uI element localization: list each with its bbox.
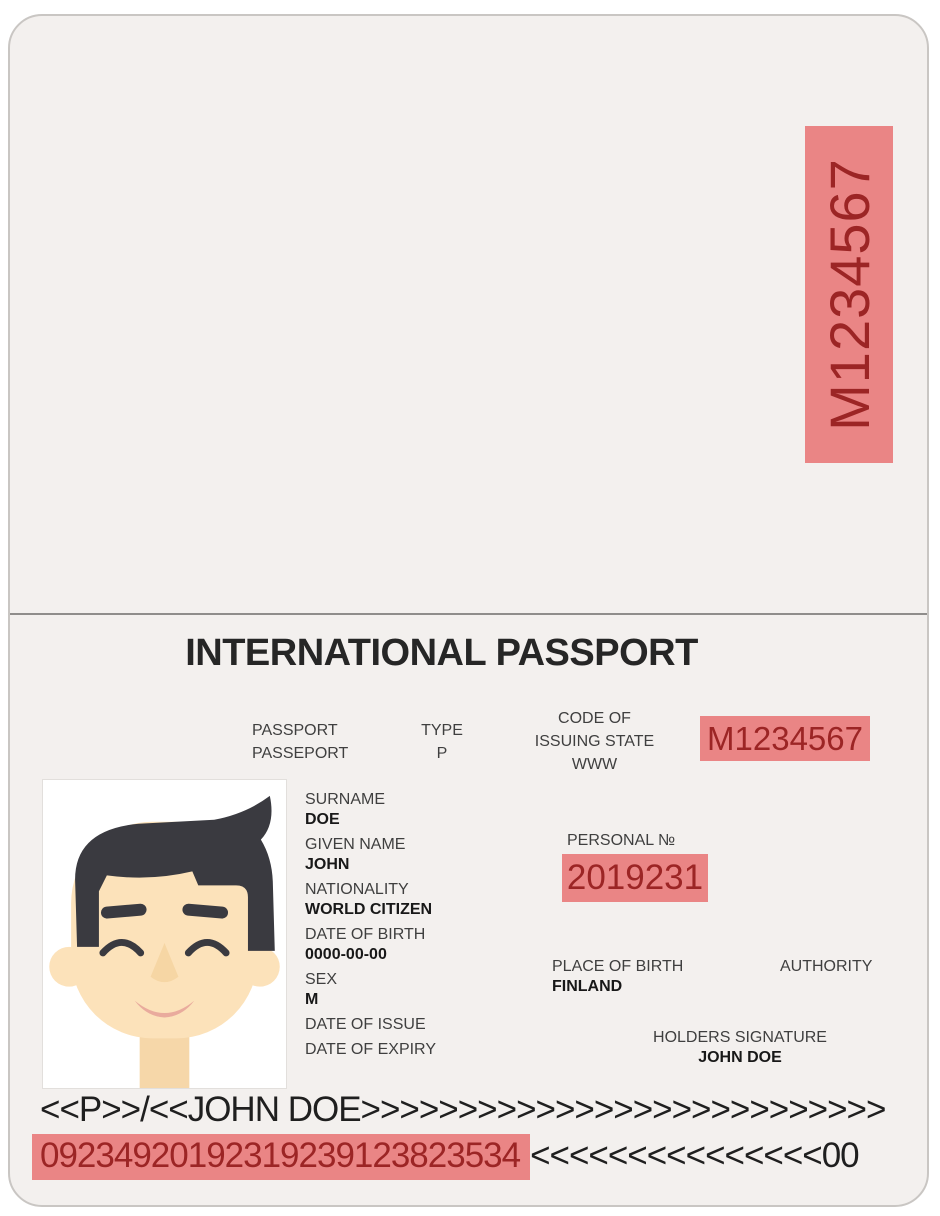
passport-card <box>8 14 929 1207</box>
passport-label-en: PASSPORT <box>252 722 338 739</box>
personal-no-label: PERSONAL № <box>567 832 676 849</box>
mrz-number-highlight: 09234920192319239123823534 <box>32 1134 530 1180</box>
issuing-state-block <box>502 707 687 776</box>
field-date-of-expiry <box>305 1040 535 1060</box>
field-label: DATE OF EXPIRY <box>305 1041 436 1058</box>
field-surname <box>305 790 535 830</box>
page-title: INTERNATIONAL PASSPORT <box>185 632 698 674</box>
serial-number-highlight <box>805 126 893 463</box>
code-label-line1: CODE OF <box>558 710 631 727</box>
field-label: NATIONALITY <box>305 881 409 898</box>
code-label-line2: ISSUING STATE <box>534 733 655 750</box>
field-value: WORLD CITIZEN <box>305 901 433 918</box>
passport-label-fr: PASSEPORT <box>252 745 349 762</box>
field-date-of-birth <box>305 925 535 965</box>
authority-label: AUTHORITY <box>780 958 873 975</box>
field-label: SURNAME <box>305 791 386 808</box>
field-value: JOHN <box>305 856 350 873</box>
signature-label: HOLDERS SIGNATURE <box>653 1029 827 1046</box>
personal-no-highlight <box>562 854 708 902</box>
place-of-birth-value: FINLAND <box>552 978 623 995</box>
field-given-name <box>305 835 535 875</box>
field-value: M <box>305 991 319 1008</box>
field-label: SEX <box>305 971 338 988</box>
field-value: 0000-00-00 <box>305 946 387 963</box>
mrz-line-1: <<P>>/<<JOHN DOE>>>>>>>>>>>>>>>>>>>>>>>>>>> <box>40 1090 886 1129</box>
code-value: WWW <box>571 756 618 773</box>
place-of-birth-block <box>552 957 683 997</box>
field-nationality <box>305 880 535 920</box>
field-sex <box>305 970 535 1010</box>
mrz-line-2-filler: <<<<<<<<<<<<<<<00 <box>530 1136 859 1175</box>
mrz-line-2 <box>32 1136 859 1176</box>
signature-value: JOHN DOE <box>698 1049 782 1066</box>
passport-label-block <box>252 719 348 765</box>
document-number-highlight <box>700 716 870 761</box>
authority-block <box>780 957 872 977</box>
field-value: DOE <box>305 811 340 828</box>
field-label: DATE OF BIRTH <box>305 926 426 943</box>
avatar <box>43 780 286 1088</box>
field-label: GIVEN NAME <box>305 836 406 853</box>
field-date-of-issue <box>305 1015 535 1035</box>
page-fold-divider <box>10 613 927 615</box>
field-label: DATE OF ISSUE <box>305 1016 426 1033</box>
personal-no-value: 2019231 <box>566 858 704 897</box>
serial-number-vertical: M1234567 <box>817 158 881 431</box>
type-block <box>412 719 472 765</box>
type-value: P <box>436 745 448 762</box>
bio-fields-column <box>305 790 535 1065</box>
place-of-birth-label: PLACE OF BIRTH <box>552 958 684 975</box>
signature-block <box>610 1028 870 1068</box>
document-number: M1234567 <box>707 719 863 757</box>
portrait-photo <box>42 779 287 1089</box>
type-label: TYPE <box>421 722 463 739</box>
